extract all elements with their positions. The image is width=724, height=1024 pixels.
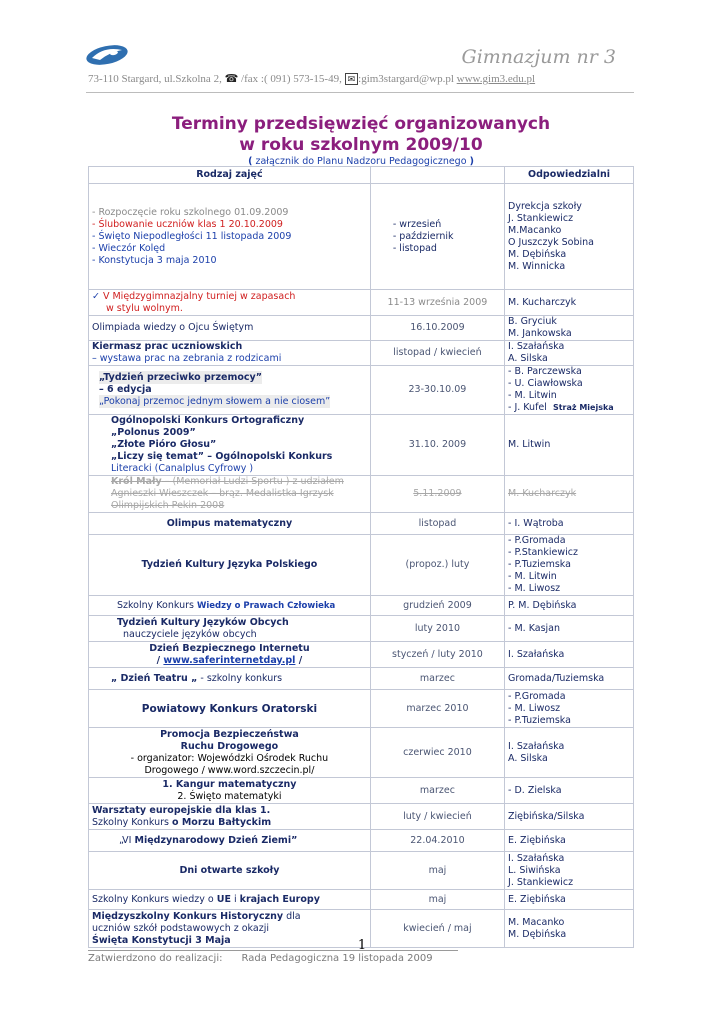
event-text: /: [295, 654, 303, 666]
event-strong: UE: [216, 893, 231, 905]
event-cell: [89, 668, 371, 690]
event-cell: [89, 290, 371, 316]
table-row: [89, 668, 634, 690]
event-line: V Międzygimnazjalny turniej w zapasach: [102, 290, 296, 302]
responsible-line: M. Macanko: [508, 916, 565, 928]
date-cell: kwiecień / maj: [370, 910, 504, 948]
header-responsible: Odpowiedzialni: [505, 167, 634, 184]
table-row: [89, 890, 634, 910]
table-row: [89, 415, 634, 476]
responsible-line: M. Jankowska: [508, 328, 572, 339]
event-cell: [89, 642, 371, 668]
responsible-cell: I. Szałańska: [505, 642, 634, 668]
event-line: – wystawa prac na zebrania z rodzicami: [92, 353, 282, 364]
title-line-2: w roku szkolnym 2009/10: [239, 135, 483, 155]
responsible-line: - P.Gromada: [508, 690, 566, 702]
event-line: Ogólnopolski Konkurs Ortograficzny: [111, 415, 305, 426]
event-strong: Międzynarodowy Dzień Ziemi”: [134, 834, 298, 846]
responsible-cell: M. Kucharczyk: [505, 476, 634, 513]
responsible-line: Dyrekcja szkoły: [508, 200, 582, 212]
page-title: [88, 114, 634, 156]
responsible-cell: M. Kucharczyk: [505, 290, 634, 316]
events-table: [88, 166, 634, 948]
table-row: [89, 616, 634, 642]
responsible-line: A. Silska: [508, 752, 548, 764]
phone-icon: ☎: [224, 73, 239, 85]
responsible-line: - P.Tuziemska: [508, 714, 571, 726]
date-cell: 5.11.2009: [370, 476, 504, 513]
responsible-line: M. Dębińska: [508, 928, 567, 940]
event-cell: [89, 184, 371, 290]
responsible-line: M. Winnicka: [508, 260, 566, 272]
table-row: [89, 852, 634, 890]
responsible-cell: - I. Wątroba: [505, 513, 634, 535]
event-line: [111, 476, 367, 488]
event-cell: [89, 890, 371, 910]
table-row: [89, 535, 634, 596]
date-cell: luty 2010: [370, 616, 504, 642]
event-line: - Ślubowanie uczniów klas 1 20.10.2009: [92, 218, 283, 230]
event-line: Warsztaty europejskie dla klas 1.: [92, 804, 271, 816]
date-line: - wrzesień: [392, 218, 442, 230]
date-cell: maj: [370, 852, 504, 890]
table-row: [89, 341, 634, 366]
responsible-line: I. Szałańska: [508, 341, 565, 352]
responsible-line: - U. Ciawłowska: [508, 378, 583, 389]
event-line: „Polonus 2009”: [111, 427, 196, 438]
event-line: „Złote Pióro Głosu”: [111, 439, 217, 450]
responsible-cell: [505, 728, 634, 778]
event-line: - Święto Niepodległości 11 listopada 2009: [92, 230, 292, 242]
note-paren-open: (: [248, 156, 253, 167]
phone-text: /fax :( 091) 573-15-49,: [241, 73, 342, 85]
responsible-cell: Gromada/Tuziemska: [505, 668, 634, 690]
responsible-cell: [505, 184, 634, 290]
responsible-line: M.Macanko: [508, 224, 562, 236]
date-cell: maj: [370, 890, 504, 910]
date-cell: czerwiec 2010: [370, 728, 504, 778]
responsible-extra: Straż Miejska: [552, 403, 614, 412]
event-strong: Król Mały: [111, 476, 162, 487]
event-line: [92, 911, 367, 923]
event-strong: Międzyszkolny Konkurs Historyczny: [92, 910, 284, 922]
event-text: „VI: [119, 834, 135, 846]
table-row: [89, 184, 634, 290]
event-line: Ruchu Drogowego: [180, 740, 279, 752]
address-line: [88, 72, 535, 85]
date-cell: [370, 184, 504, 290]
event-cell: [89, 778, 371, 804]
responsible-cell: [505, 690, 634, 728]
responsible-line: J. Stankiewicz: [508, 212, 574, 224]
event-text: /: [156, 654, 164, 666]
board-label: Rada Pedagogiczna 19 listopada 2009: [241, 953, 433, 964]
checkmark-icon: ✓: [92, 290, 100, 302]
table-row: [89, 316, 634, 341]
event-cell: [89, 728, 371, 778]
event-highlight: „Pokonaj przemoc jednym słowem a nie ciosem”: [99, 396, 331, 407]
date-cell: styczeń / luty 2010: [370, 642, 504, 668]
event-line: w stylu wolnym.: [106, 302, 183, 314]
responsible-cell: [505, 852, 634, 890]
event-line: Dzień Bezpiecznego Internetu: [149, 642, 310, 654]
table-row: [89, 513, 634, 535]
mail-icon: ✉: [345, 73, 359, 85]
responsible-cell: - M. Kasjan: [505, 616, 634, 642]
event-cell: [89, 830, 371, 852]
website-link[interactable]: www.gim3.edu.pl: [456, 73, 536, 85]
page-number: 1: [357, 938, 367, 953]
date-cell: listopad: [370, 513, 504, 535]
address-text: 73-110 Stargard, ul.Szkolna 2,: [88, 73, 222, 85]
table-row: [89, 728, 634, 778]
safer-internet-link[interactable]: www.saferinternetday.pl: [163, 654, 296, 666]
event-strong: „ Dzień Teatru „: [111, 672, 198, 684]
footer-text: [88, 953, 433, 964]
school-name: Gimnazjum nr 3: [461, 46, 616, 68]
responsible-cell: P. M. Dębińska: [505, 596, 634, 616]
table-row: [89, 778, 634, 804]
responsible-line: - P.Stankiewicz: [508, 547, 578, 558]
responsible-cell: [505, 341, 634, 366]
event-line: Drogowego / www.word.szczecin.pl/: [144, 764, 315, 776]
event-text: Szkolny Konkurs: [92, 816, 172, 828]
responsible-line: - M. Litwin: [508, 571, 557, 582]
table-header-row: [89, 167, 634, 184]
responsible-cell: [505, 316, 634, 341]
event-cell: [89, 366, 371, 415]
date-cell: 23-30.10.09: [370, 366, 504, 415]
responsible-line: I. Szałańska: [508, 740, 565, 752]
table-row: [89, 830, 634, 852]
responsible-line: - P.Tuziemska: [508, 559, 571, 570]
school-logo-icon: [84, 44, 130, 66]
responsible-line: - M. Liwosz: [508, 702, 561, 714]
event-strong: Wiedzy o Prawach Człowieka: [197, 600, 336, 611]
table-row: [89, 290, 634, 316]
event-strong: o Morzu Bałtyckim: [172, 816, 272, 828]
date-cell: marzec: [370, 778, 504, 804]
responsible-line: A. Silska: [508, 353, 548, 364]
date-cell: luty / kwiecień: [370, 804, 504, 830]
approved-label: Zatwierdzono do realizacji:: [88, 953, 223, 964]
header-event-type: Rodzaj zajęć: [89, 167, 371, 184]
event-line: uczniów szkół podstawowych z okazji: [92, 922, 269, 934]
responsible-line: - P.Gromada: [508, 535, 566, 546]
responsible-line: - M. Litwin: [508, 390, 557, 401]
event-cell: [89, 415, 371, 476]
event-line: nauczyciele języków obcych: [123, 628, 257, 640]
table-row: [89, 596, 634, 616]
responsible-line: B. Gryciuk: [508, 316, 557, 327]
event-line: 2. Święto matematyki: [177, 790, 282, 802]
event-line: „Liczy się temat” – Ogólnopolski Konkurs: [111, 451, 333, 462]
date-cell: 22.04.2010: [370, 830, 504, 852]
event-line: [99, 396, 367, 408]
event-line: [92, 817, 367, 829]
responsible-line: [508, 402, 630, 414]
event-line: - Rozpoczęcie roku szkolnego 01.09.2009: [92, 206, 289, 218]
date-cell: 11-13 września 2009: [370, 290, 504, 316]
event-line: - Konstytucja 3 maja 2010: [92, 254, 217, 266]
event-text: Szkolny Konkurs wiedzy o: [92, 893, 217, 905]
note-text: załącznik do Planu Nadzoru Pedagogicznego: [255, 156, 467, 167]
responsible-cell: [505, 535, 634, 596]
date-line: - listopad: [392, 242, 437, 254]
date-cell: marzec 2010: [370, 690, 504, 728]
responsible-line: I. Szałańska: [508, 852, 565, 864]
table-row: [89, 366, 634, 415]
event-line: Kiermasz prac uczniowskich: [92, 341, 243, 352]
event-line: - Wieczór Kolęd: [92, 242, 166, 254]
table-row: [89, 476, 634, 513]
event-cell: [89, 804, 371, 830]
date-line: - październik: [392, 230, 454, 242]
event-text: Szkolny Konkurs: [117, 599, 197, 611]
event-line: Agnieszki Wieszczek – brąz. Medalistka Igrzysk: [111, 488, 334, 499]
event-cell: [89, 596, 371, 616]
date-cell: 31.10. 2009: [370, 415, 504, 476]
event-text: - szkolny konkurs: [197, 672, 283, 684]
responsible-line: - B. Parczewska: [508, 366, 582, 377]
event-cell: [89, 476, 371, 513]
table-row: [89, 690, 634, 728]
table-row: [89, 804, 634, 830]
event-cell: Olimpiada wiedzy o Ojcu Świętym: [89, 316, 371, 341]
event-cell: Powiatowy Konkurs Oratorski: [89, 690, 371, 728]
event-line: [99, 372, 367, 384]
event-cell: Tydzień Kultury Języka Polskiego: [89, 535, 371, 596]
event-line: [92, 655, 367, 667]
event-line: Olimpijskich Pekin 2008: [111, 500, 225, 511]
event-highlight: „Tydzień przeciwko przemocy”: [99, 372, 262, 383]
event-strong: krajach Europy: [239, 893, 320, 905]
date-cell: 16.10.2009: [370, 316, 504, 341]
date-cell: listopad / kwiecień: [370, 341, 504, 366]
event-line: 1. Kangur matematyczny: [162, 778, 297, 790]
note-paren-close: ): [469, 156, 474, 167]
date-cell: (propoz.) luty: [370, 535, 504, 596]
footer-divider: [88, 950, 458, 951]
responsible-line: J. Stankiewicz: [508, 876, 574, 888]
event-text: i: [230, 893, 240, 905]
event-cell: [89, 341, 371, 366]
event-line: – 6 edycja: [99, 384, 152, 395]
responsible-cell: - D. Zielska: [505, 778, 634, 804]
event-line: Tydzień Kultury Języków Obcych: [117, 616, 289, 628]
responsible-line: - M. Liwosz: [508, 583, 561, 594]
date-cell: marzec: [370, 668, 504, 690]
event-cell: Olimpus matematyczny: [89, 513, 371, 535]
responsible-cell: E. Ziębińska: [505, 890, 634, 910]
header-divider: [86, 92, 634, 93]
responsible-cell: M. Litwin: [505, 415, 634, 476]
responsible-line: M. Dębińska: [508, 248, 567, 260]
event-line: Promocja Bezpieczeństwa: [160, 728, 299, 740]
event-line: - organizator: Wojewódzki Ośrodek Ruchu: [130, 752, 329, 764]
event-line: Literacki (Canalplus Cyfrowy ): [111, 463, 254, 474]
header-date: [370, 167, 504, 184]
event-cell: [89, 616, 371, 642]
title-line-1: Terminy przedsięwzięć organizowanych: [171, 114, 551, 134]
responsible-cell: E. Ziębińska: [505, 830, 634, 852]
event-cell: Dni otwarte szkoły: [89, 852, 371, 890]
responsible-name: - J. Kufel: [508, 402, 547, 413]
responsible-line: L. Siwińska: [508, 864, 561, 876]
responsible-cell: Ziębińska/Silska: [505, 804, 634, 830]
date-cell: grudzień 2009: [370, 596, 504, 616]
event-text: dla: [283, 910, 301, 922]
event-strong: Święta Konstytucji 3 Maja: [92, 934, 231, 946]
event-text: – (Memoriał Ludzi Sportu ) z udziałem: [161, 476, 344, 487]
responsible-cell: [505, 366, 634, 415]
responsible-line: O Juszczyk Sobina: [508, 236, 594, 248]
table-row: [89, 642, 634, 668]
email-text: :gim3stargard@wp.pl: [358, 73, 454, 85]
